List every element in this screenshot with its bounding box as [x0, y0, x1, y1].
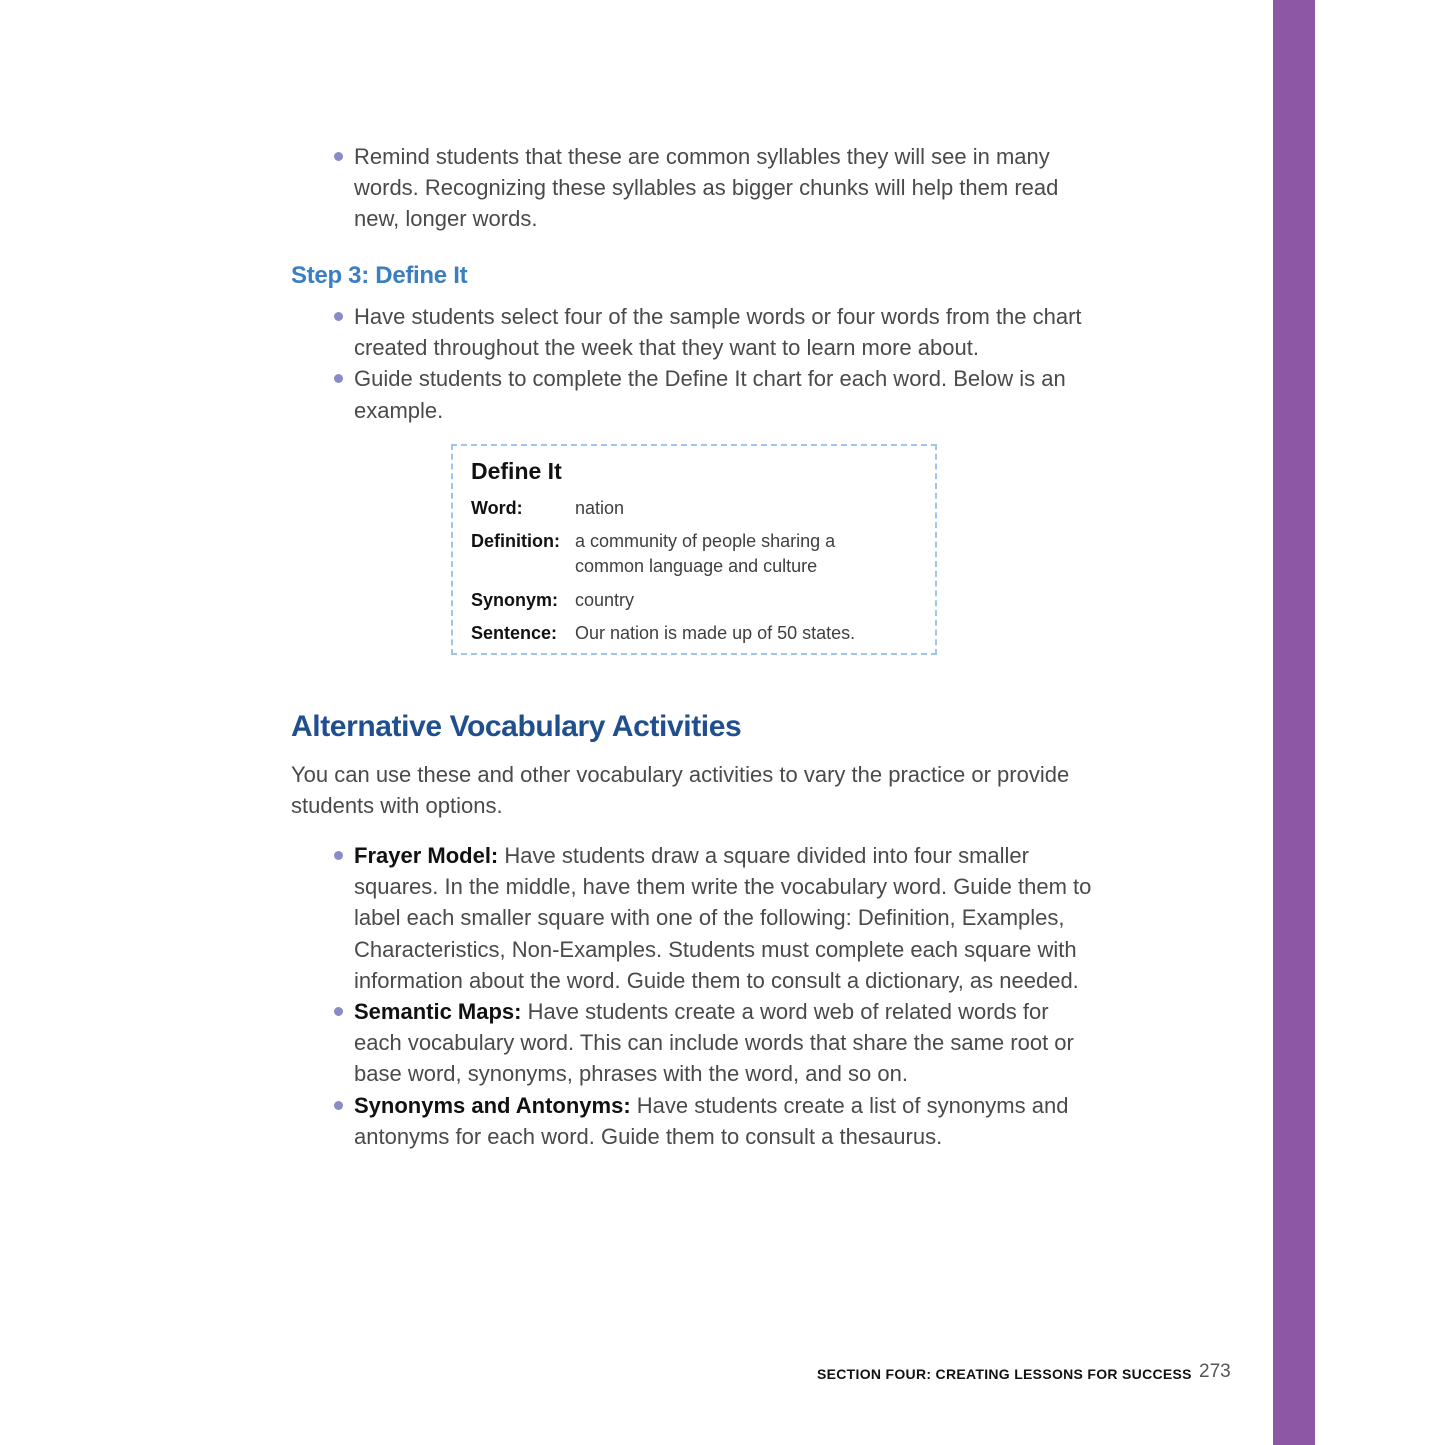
bullet-icon [334, 152, 343, 161]
define-value: a community of people sharing a common language and culture [575, 531, 836, 576]
step-3-heading: Step 3: Define It [291, 262, 468, 289]
bullet-icon [334, 374, 343, 383]
define-label: Definition: [471, 531, 560, 551]
footer-section-title: SECTION FOUR: CREATING LESSONS FOR SUCCESS [817, 1366, 1192, 1382]
list-item [330, 996, 1100, 1090]
activity-description: Have students create a word web of related words for each vocabulary word. This can include words that share the same root or base word, synonyms, phrases with the word, and so on. [354, 999, 1074, 1087]
list-item [330, 363, 1100, 425]
list-item [330, 141, 1100, 235]
bullet-icon [334, 1007, 343, 1016]
bullet-text: Remind students that these are common syllables they will see in many words. Recognizing these syllables as bigger chunks will help them read new, longer words. [354, 144, 1059, 232]
define-value: country [575, 590, 635, 610]
list-item [330, 1090, 1100, 1152]
define-value: Our nation is made up of 50 states. [575, 623, 856, 643]
list-item [330, 301, 1100, 363]
bullet-text: Have students select four of the sample words or four words from the chart created throughout the week that they want to learn more about. [354, 304, 1082, 361]
define-it-example-box [451, 444, 937, 655]
activity-term: Synonyms and Antonyms: [354, 1092, 631, 1118]
define-value: nation [575, 498, 625, 518]
define-label: Sentence: [471, 623, 558, 643]
activity-term: Frayer Model: [354, 843, 499, 868]
activity-term: Semantic Maps: [354, 999, 522, 1025]
top-bullet-list [330, 141, 1100, 235]
define-label: Synonym: [471, 590, 559, 610]
purple-side-band [1273, 0, 1315, 1445]
activity-description: Have students create a list of synonyms and antonyms for each word. Guide them to consult a thesaurus. [354, 1092, 1069, 1149]
define-it-title: Define It [471, 458, 562, 484]
bullet-icon [334, 851, 343, 860]
bullet-text: Guide students to complete the Define It chart for each word. Below is an example. [354, 366, 1066, 423]
alternative-activities-heading: Alternative Vocabulary Activities [291, 710, 742, 743]
alternative-activities-list [330, 840, 1100, 1152]
step-3-bullet-list [330, 301, 1100, 426]
list-item [330, 840, 1100, 996]
activity-description: Have students draw a square divided into four smaller squares. In the middle, have them write the vocabulary word. Guide them to label each smaller square with one of the following: Definition, Examples, Characteristics, Non-Examples. Students must complete each square with information about the word. Guide them to consult a dictionary, as needed. [354, 843, 1092, 993]
bullet-icon [334, 1101, 343, 1110]
page-number: 273 [1199, 1361, 1231, 1382]
define-label: Word: [471, 498, 523, 518]
alternative-intro-paragraph: You can use these and other vocabulary activities to vary the practice or provide students with options. [291, 762, 1070, 819]
bullet-icon [334, 312, 343, 321]
